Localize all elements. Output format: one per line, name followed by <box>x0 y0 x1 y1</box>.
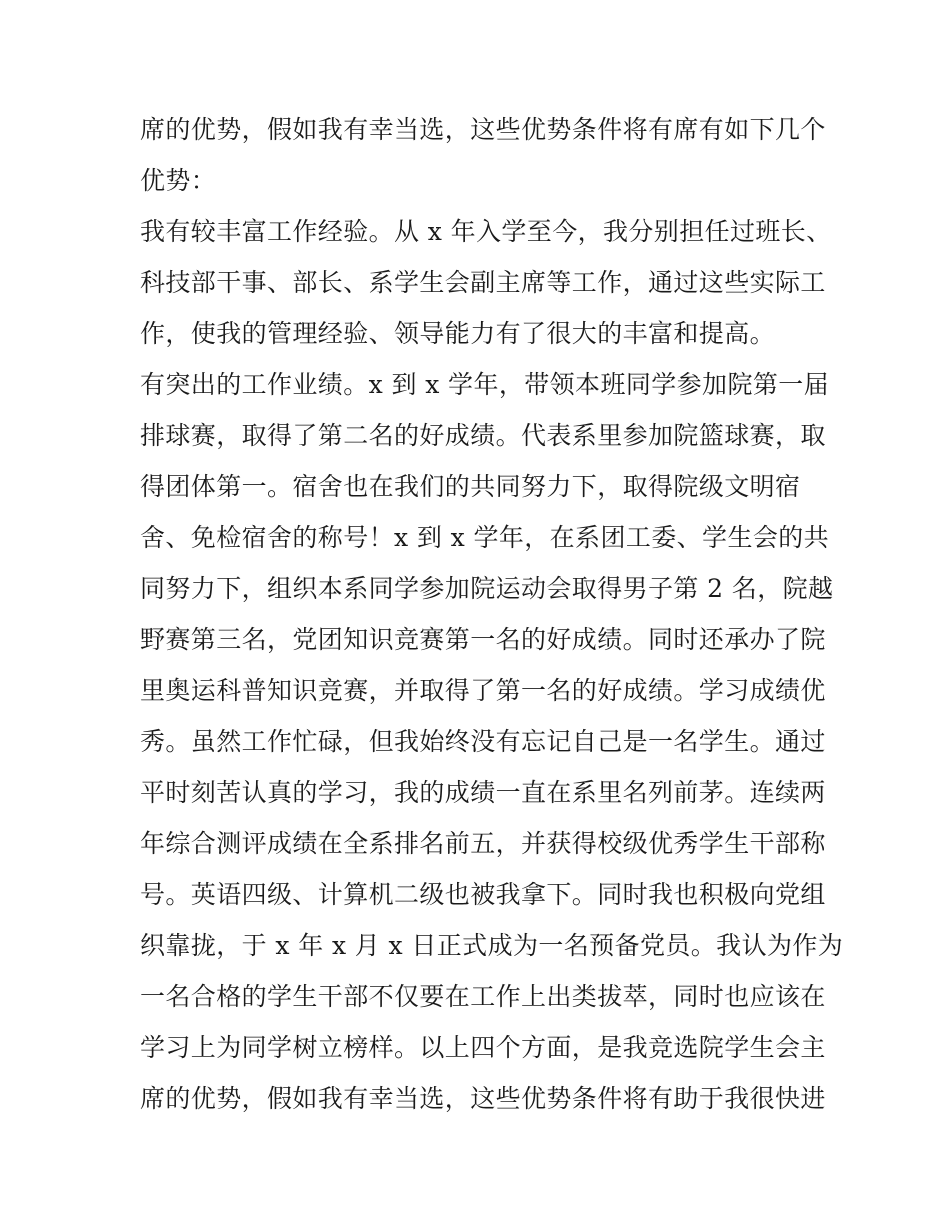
text-line: 我有较丰富工作经验。从 x 年入学至今，我分别担任过班长、 <box>140 217 832 246</box>
text-line: 里奥运科普知识竞赛，并取得了第一名的好成绩。学习成绩优 <box>140 676 826 705</box>
text-line: 野赛第三名，党团知识竞赛第一名的好成绩。同时还承办了院 <box>140 625 826 654</box>
text-line: 优势： <box>140 166 217 195</box>
text-line: 平时刻苦认真的学习，我的成绩一直在系里名列前茅。连续两 <box>140 778 826 807</box>
text-line: 作，使我的管理经验、领导能力有了很大的丰富和提高。 <box>140 319 776 348</box>
text-line: 织靠拢，于 x 年 x 月 x 日正式成为一名预备党员。我认为作为 <box>140 931 844 960</box>
text-line: 排球赛，取得了第二名的好成绩。代表系里参加院篮球赛，取 <box>140 421 826 450</box>
text-line: 科技部干事、部长、系学生会副主席等工作，通过这些实际工 <box>140 268 826 297</box>
text-line: 舍、免检宿舍的称号！x 到 x 学年，在系团工委、学生会的共 <box>140 523 830 552</box>
body-text <box>140 104 844 1124</box>
text-line: 有突出的工作业绩。x 到 x 学年，带领本班同学参加院第一届 <box>140 370 830 399</box>
text-line: 号。英语四级、计算机二级也被我拿下。同时我也积极向党组 <box>140 880 826 909</box>
text-line: 一名合格的学生干部不仅要在工作上出类拔萃，同时也应该在 <box>140 982 826 1011</box>
text-line: 得团体第一。宿舍也在我们的共同努力下，取得院级文明宿 <box>140 472 801 501</box>
text-line: 秀。虽然工作忙碌，但我始终没有忘记自己是一名学生。通过 <box>140 727 826 756</box>
text-line: 席的优势，假如我有幸当选，这些优势条件将有助于我很快进 <box>140 1084 826 1113</box>
text-line: 席的优势，假如我有幸当选，这些优势条件将有席有如下几个 <box>140 115 826 144</box>
text-line: 学习上为同学树立榜样。以上四个方面，是我竞选院学生会主 <box>140 1033 826 1062</box>
text-line: 同努力下，组织本系同学参加院运动会取得男子第 2 名，院越 <box>140 574 834 603</box>
text-line: 年综合测评成绩在全系排名前五，并获得校级优秀学生干部称 <box>140 829 826 858</box>
